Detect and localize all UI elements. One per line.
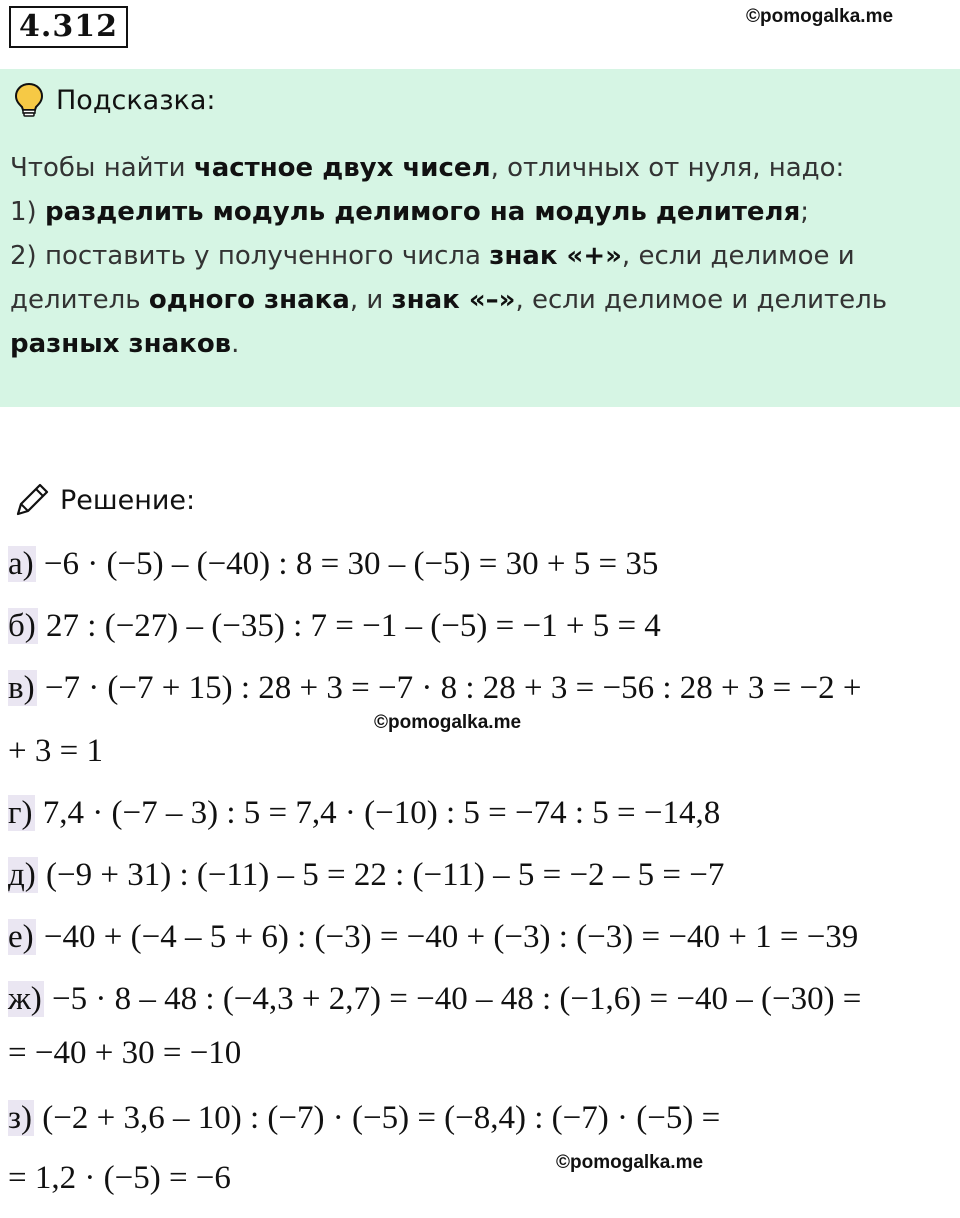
watermark: ©pomogalka.me	[746, 6, 894, 27]
hint-line: разных знаков.	[10, 329, 240, 359]
hint-line: 1) разделить модуль делимого на модуль делителя;	[10, 197, 810, 227]
task-number: 4.312	[9, 6, 128, 48]
solution-line: г) 7,4 · (−7 – 3) : 5 = 7,4 · (−10) : 5 = −74 : 5 = −14,8	[8, 795, 721, 831]
solution-line: д) (−9 + 31) : (−11) – 5 = 22 : (−11) – 5 = −2 – 5 = −7	[8, 857, 725, 893]
solution-line: а) −6 · (−5) – (−40) : 8 = 30 – (−5) = 30 + 5 = 35	[8, 546, 659, 582]
solution-title: Решение:	[60, 484, 196, 516]
pencil-icon	[12, 480, 52, 520]
solution-line: в) −7 · (−7 + 15) : 28 + 3 = −7 · 8 : 28 + 3 = −56 : 28 + 3 = −2 +	[8, 670, 862, 706]
solution-line: б) 27 : (−27) – (−35) : 7 = −1 – (−5) = −1 + 5 = 4	[8, 608, 661, 644]
hint-line: 2) поставить у полученного числа знак «+», если делимое и	[10, 241, 855, 271]
watermark: ©pomogalka.me	[374, 712, 522, 733]
solution-line: е) −40 + (−4 – 5 + 6) : (−3) = −40 + (−3) : (−3) = −40 + 1 = −39	[8, 919, 859, 955]
solution-line: = 1,2 · (−5) = −6	[8, 1160, 231, 1196]
watermark: ©pomogalka.me	[556, 1152, 704, 1173]
lightbulb-icon	[14, 82, 44, 118]
solution-line: з) (−2 + 3,6 – 10) : (−7) · (−5) = (−8,4) : (−7) · (−5) =	[8, 1100, 721, 1136]
hint-line: делитель одного знака, и знак «–», если делимое и делитель	[10, 285, 888, 315]
hint-text	[10, 146, 954, 366]
hint-header	[14, 82, 216, 118]
solution-line: ж) −5 · 8 – 48 : (−4,3 + 2,7) = −40 – 48 : (−1,6) = −40 – (−30) =	[8, 981, 862, 1017]
solution-line: + 3 = 1	[8, 733, 103, 769]
solution-header	[12, 480, 195, 520]
solution-line: = −40 + 30 = −10	[8, 1035, 242, 1071]
hint-title: Подсказка:	[56, 84, 216, 116]
hint-line: Чтобы найти частное двух чисел, отличных от нуля, надо:	[10, 153, 845, 183]
